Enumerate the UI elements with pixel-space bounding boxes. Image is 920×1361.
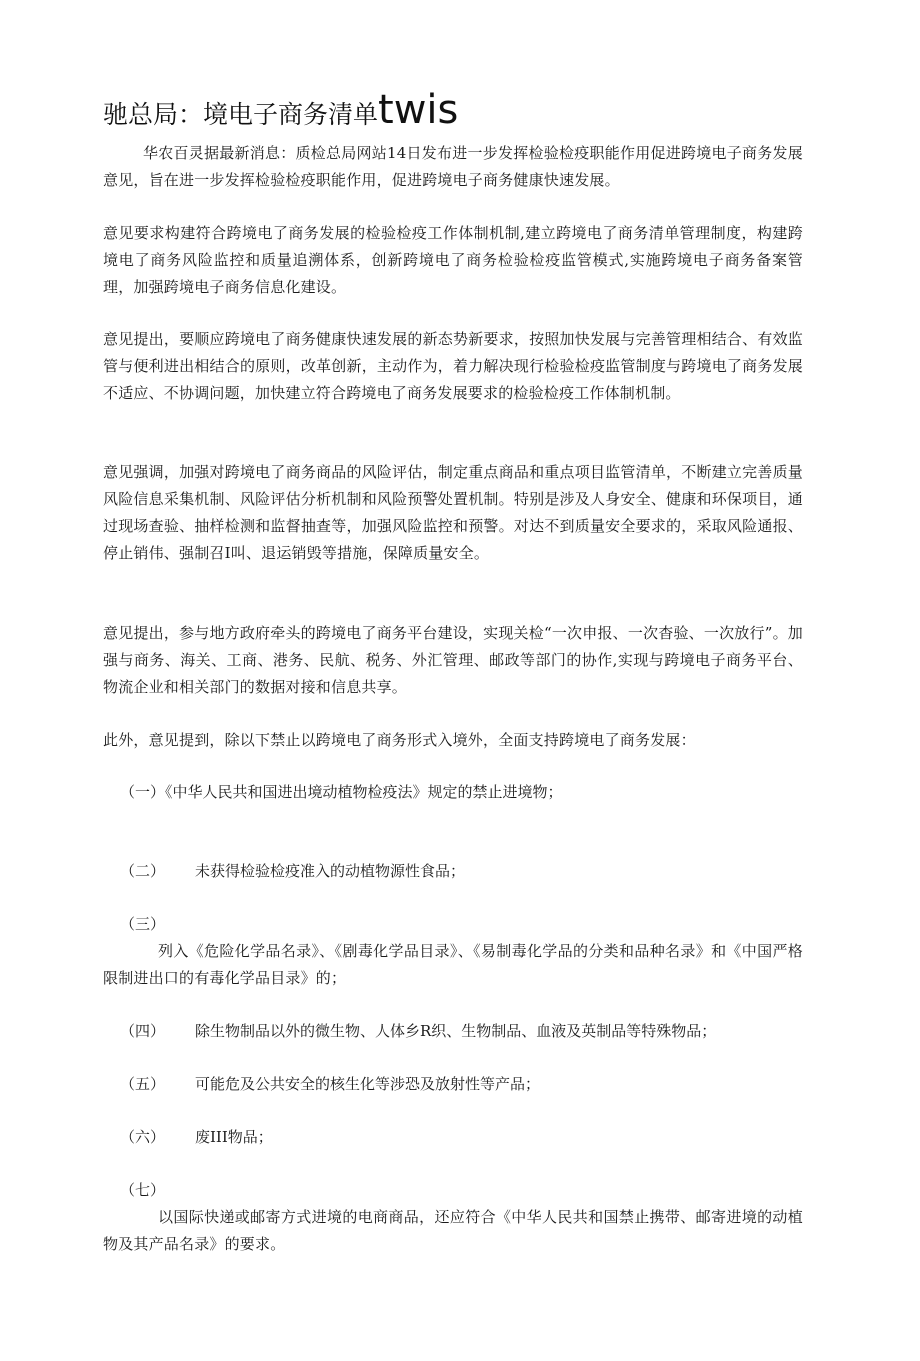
paragraph-emphasis: 意见强调，加强对跨境电了商务商品的风险评估，制定重点商品和重点项目监管清单，不断建立完善质量风险信息采集机制、风险评估分析机制和风险预警处置机制。特别是涉及人身安全、健康和环保项目，通过现场查验、抽样检测和监督抽查等，加强风险监控和预警。对达不到质量安全要求的，采取风险通报、停止销伟、强制召I叫、退运销毁等措施，保障质量安全。 [103, 463, 803, 562]
item-text: 废III物品； [195, 1128, 273, 1146]
item-text: 除生物制品以外的微生物、人体乡R织、生物制品、血液及英制品等特殊物品； [195, 1022, 717, 1040]
title-main: 驰总局：境电子商务清单 [103, 100, 379, 129]
item-number: （六） [120, 1128, 166, 1146]
list-item [120, 779, 563, 806]
item-text: 列入《危险化学品名录》、《剧毒化学品目录》、《易制毒化学品的分类和品种名录》和《中国严格限制进出口的有毒化学品目录》的； [103, 942, 803, 987]
item-number: （四） [120, 1022, 166, 1040]
paragraph-intro: 华农百灵据最新消息：质检总局网站14日发布进一步发挥检验检疫职能作用促进跨境电子商务发展意见，旨在进一步发挥检验检疫职能作用，促进跨境电子商务健康快速发展。 [103, 144, 803, 189]
paragraph-requirements: 意见要求构建符合跨境电了商务发展的检验检疫工作体制机制,建立跨境电了商务清单管理制度，构建跨境电了商务风险监控和质量追溯体系，创新跨境电了商务检验检疫监管模式,实施跨境电子商务备案管理，加强跨境电子商务信息化建设。 [103, 224, 803, 296]
item-number: （二） [120, 862, 166, 880]
item-number: （七） [120, 1181, 166, 1199]
paragraph-exclusions-intro: 此外，意见提到，除以下禁止以跨境电了商务形式入境外，全面支持跨境电了商务发展： [103, 731, 696, 749]
paragraph-proposal: 意见提出，要顺应跨境电了商务健康快速发展的新态势新要求，按照加快发展与完善管理相结合、有效监管与便利进出相结合的原则，改革创新，主动作为，着力解决现行检验检疫监管制度与跨境电了商务发展不适应、不协调问题，加快建立符合跨境电了商务发展要求的检验检疫工作体制机制。 [103, 330, 803, 402]
item-number: （五） [120, 1075, 166, 1093]
item-text: 以国际快递或邮寄方式进境的电商商品，还应符合《中华人民共和国禁止携带、邮寄进境的动植物及其产品名录》的要求。 [103, 1208, 803, 1253]
item-number: （三） [120, 915, 166, 933]
item-text: 未获得检验检疫准入的动植物源性食品； [195, 862, 466, 880]
item-number: （一） [120, 783, 166, 801]
title-tail: twis [378, 87, 459, 133]
item-text: 可能危及公共安全的核生化等涉恐及放射性等产品； [195, 1075, 541, 1093]
item-text: 《中华人民共和国进出境动植物检疫法》规定的禁止进境物； [165, 783, 563, 801]
paragraph-platform: 意见提出，参与地方政府牵头的跨境电了商务平台建设，实现关检“一次申报、一次杳验、一次放行”。加强与商务、海关、工商、港务、民航、税务、外汇管理、邮政等部门的协作,实现与跨境电子商务平台、物流企业和相关部门的数据对接和信息共享。 [103, 624, 803, 696]
page-title [103, 87, 459, 135]
